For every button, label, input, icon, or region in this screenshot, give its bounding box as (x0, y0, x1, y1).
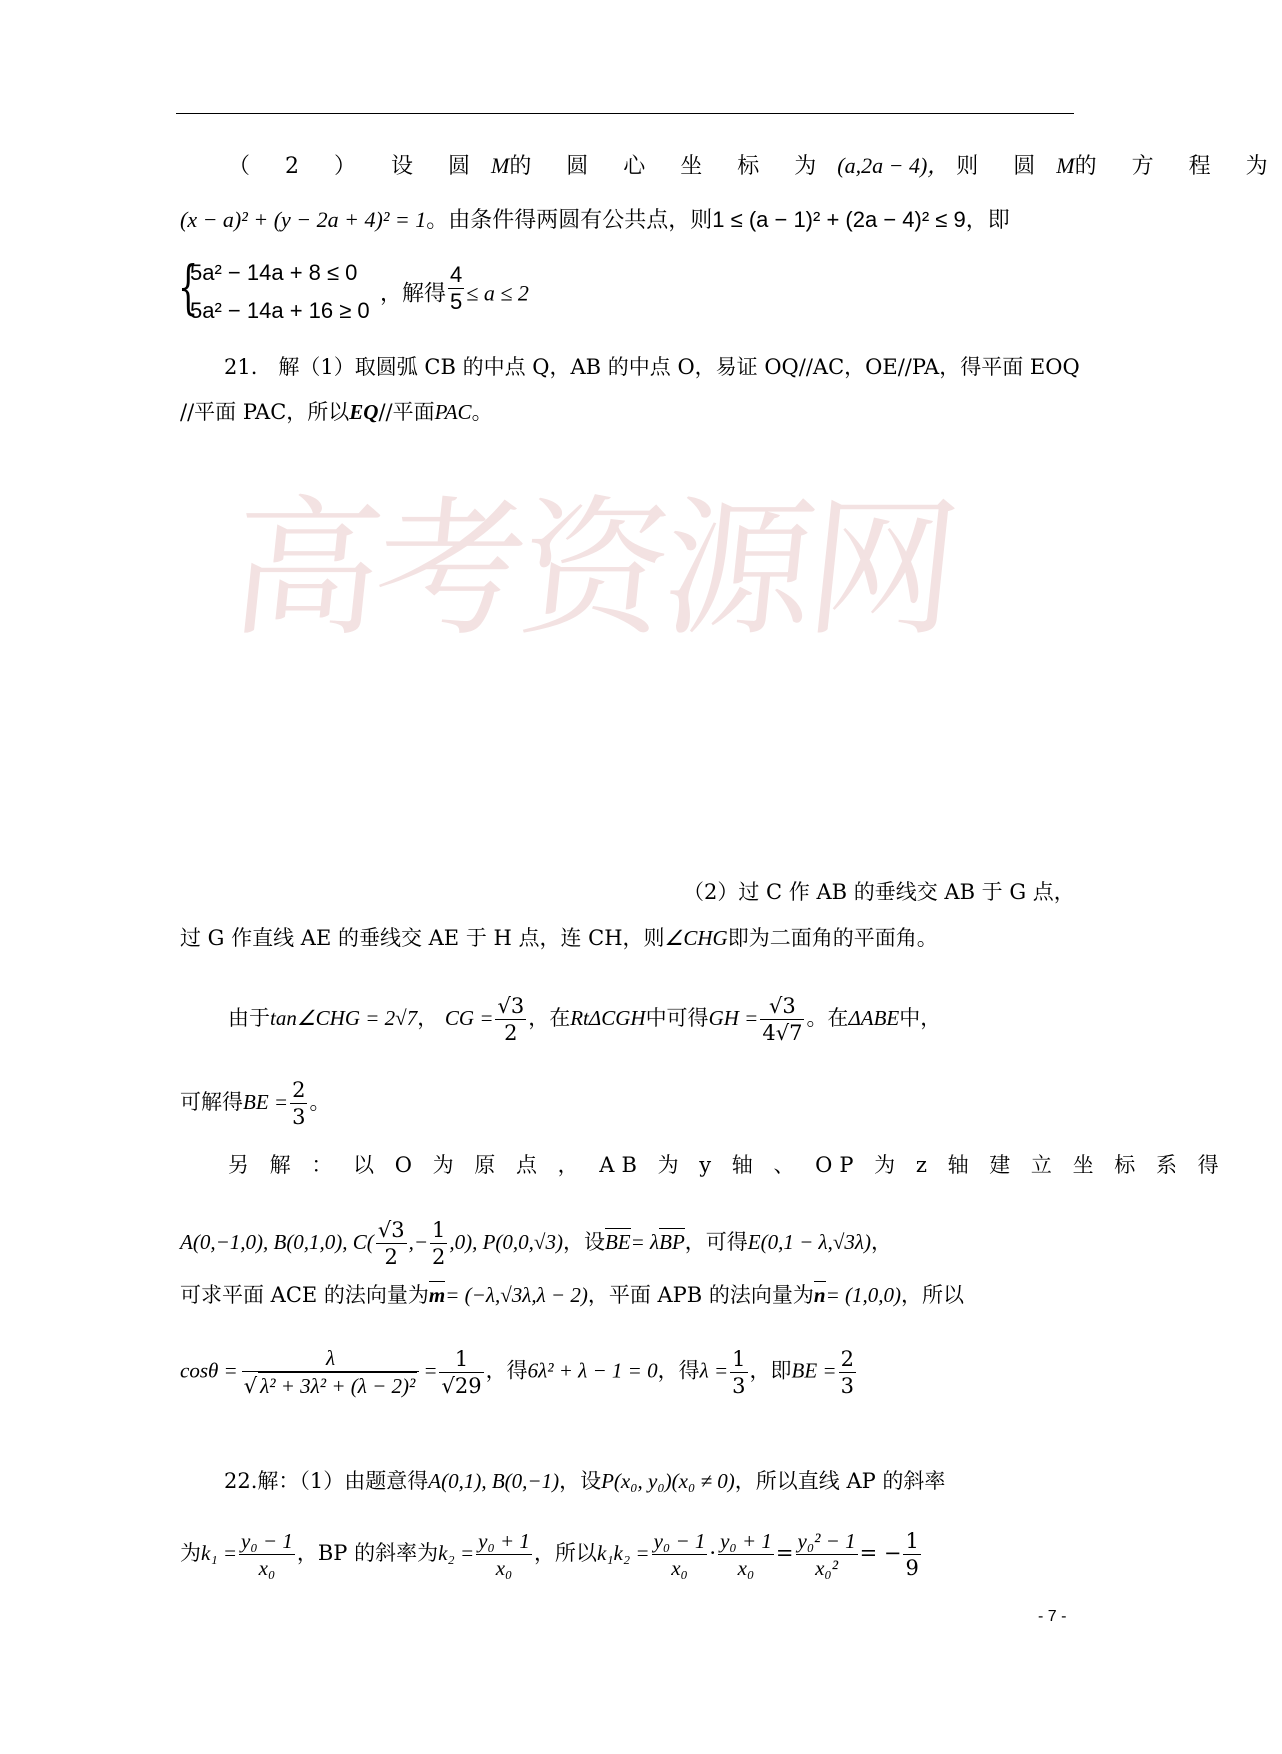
p21-text: 。在 (806, 1006, 849, 1030)
vector-BP: BP (659, 1227, 685, 1257)
fraction (718, 1528, 774, 1581)
fraction-denominator: 2 (431, 1245, 446, 1269)
vector-m: m (429, 1280, 445, 1310)
p21-line-2 (180, 397, 493, 427)
math-point-P: P(x₀, y₀)(x₀ ≠ 0) (601, 1469, 735, 1493)
p21-part2-line-2 (180, 923, 938, 953)
p22-line-1 (224, 1466, 945, 1496)
math-coords: ,0), P(0,0,√3) (449, 1230, 563, 1254)
p21-text: 。 (471, 400, 493, 424)
fraction-numerator: 2 (292, 1078, 306, 1102)
fraction-denominator: 9 (905, 1556, 919, 1580)
fraction-numerator: 1 (439, 1346, 483, 1373)
math-cos: cosθ = (180, 1358, 238, 1383)
fraction-denominator: x₀ (671, 1556, 688, 1580)
p21-text: ，在 (528, 1006, 571, 1030)
p22-text: 为 (180, 1541, 201, 1565)
p21-coords-line (180, 1217, 892, 1270)
p21-text: ，设 (562, 1230, 605, 1254)
math-k2: k₂ = (438, 1541, 475, 1565)
math-range: ≤ a ≤ 2 (466, 280, 529, 306)
p20-text: 则 圆 (956, 154, 1050, 179)
p21-text: ， (871, 1230, 892, 1254)
p21-line-1: 21. 解（1）取圆弧 CB 的中点 Q，AB 的中点 O，易证 OQ//AC，OE//PA，得平面 EOQ (224, 355, 1080, 379)
fraction (476, 1528, 532, 1581)
math-quadratic: 6λ² + λ − 1 = 0 (527, 1358, 658, 1383)
fraction-denominator: 5 (450, 289, 463, 314)
math-M: M (490, 153, 510, 178)
p21-alt-line (228, 1150, 1226, 1180)
math-eq: = − (859, 1541, 902, 1565)
p21-part2-line-1: （2）过 C 作 AB 的垂线交 AB 于 G 点， (683, 880, 1075, 904)
vector-n: n (814, 1280, 826, 1310)
p21-text: ，得 (657, 1358, 700, 1383)
fraction-numerator: √3 (377, 1218, 405, 1242)
fraction-numerator: 4 (450, 262, 463, 287)
p21-text: 过 G 作直线 AE 的垂线交 AE 于 H 点，连 CH，则 (180, 926, 665, 950)
fraction-numerator: λ (242, 1345, 420, 1372)
fraction-denominator: 2 (504, 1021, 518, 1045)
math-dot: · (709, 1541, 717, 1565)
watermark: 高考资源网 (222, 483, 962, 657)
fraction (495, 993, 526, 1046)
fraction (448, 262, 464, 315)
fraction (430, 1217, 447, 1270)
p21-text: //平面 PAC，所以 (180, 400, 350, 424)
fraction-denominator: x₀² (815, 1556, 838, 1580)
p21-text: ，平面 APB 的法向量为 (587, 1283, 814, 1307)
fraction (796, 1528, 858, 1581)
p21-text: ，得 (485, 1358, 528, 1383)
p20-line-2 (180, 205, 1010, 236)
fraction (730, 1346, 747, 1399)
fraction (290, 1077, 307, 1130)
system-eq-2: 5a² − 14a + 16 ≥ 0 (190, 298, 370, 323)
fraction-denominator: x₀ (495, 1556, 513, 1580)
p21-be-line (180, 1077, 330, 1130)
fraction (242, 1345, 420, 1399)
math-normal-n: = (1,0,0) (825, 1283, 902, 1307)
fraction-denominator: 3 (292, 1105, 306, 1129)
math-eq: = (775, 1541, 794, 1565)
fraction (439, 1346, 483, 1399)
math-M: M (1056, 153, 1075, 178)
p20-solution (380, 262, 529, 315)
math-coords: A(0,−1,0), B(0,1,0), C( (180, 1230, 374, 1254)
p21-text: ，所以 (901, 1283, 965, 1307)
math-lambda: = λ (630, 1230, 660, 1254)
math-E: E(0,1 − λ,√3λ) (747, 1230, 871, 1254)
p20-text: ，解得 (380, 281, 447, 307)
fraction-numerator: y₀ − 1 (653, 1529, 706, 1553)
p22-text: 22.解：（1）由题意得 (224, 1469, 429, 1493)
math-coords: ,− (408, 1230, 428, 1254)
p21-text: 即为二面角的平面角。 (727, 926, 938, 950)
p21-text: 另 解 ： 以 O 为 原 点 ， AB 为 y 轴 、 OP 为 z 轴 建 立 坐 标 系 得 (228, 1153, 1226, 1177)
fraction-denominator: x₀ (737, 1556, 755, 1580)
page-number: - 7 - (1038, 1608, 1067, 1625)
p21-text: 。 (309, 1090, 331, 1114)
p21-tan-line (228, 993, 941, 1046)
math-BE: BE = (791, 1358, 837, 1383)
fraction (239, 1528, 295, 1581)
fraction-numerator: 1 (732, 1346, 746, 1371)
fraction (903, 1528, 920, 1581)
fraction-denominator: √29 (441, 1373, 482, 1398)
header-rule (176, 113, 1074, 114)
math-BE: BE = (243, 1090, 289, 1114)
p21-cos-line (180, 1345, 858, 1399)
math-k1: k₁ = (201, 1541, 238, 1565)
system-eq-1: 5a² − 14a + 8 ≤ 0 (190, 260, 358, 285)
math-inequality: 1 ≤ (a − 1)² + (2a − 4)² ≤ 9 (712, 207, 966, 232)
fraction (760, 993, 804, 1046)
math-eq: = (423, 1358, 438, 1383)
p20-text: ，即 (965, 208, 1010, 233)
p22-text: ，BP 的斜率为 (296, 1541, 439, 1565)
fraction-denominator: 4√7 (762, 1021, 803, 1045)
math-normal-m: = (−λ,√3λ,λ − 2) (445, 1283, 588, 1307)
fraction-denominator: 3 (732, 1373, 746, 1398)
fraction-numerator: √3 (760, 993, 804, 1020)
fraction-denominator: 2 (384, 1245, 398, 1269)
fraction (839, 1346, 856, 1399)
p21-text: 可求平面 ACE 的法向量为 (180, 1283, 429, 1307)
math-CG: CG = (444, 1006, 494, 1030)
fraction-numerator: 1 (431, 1218, 446, 1242)
math-angle: ∠CHG (664, 926, 728, 950)
math-triangle: RtΔCGH (570, 1006, 646, 1030)
p20-text: 。由条件得两圆有公共点，则 (426, 208, 713, 233)
p20-text: 的 方 程 为 (1074, 154, 1282, 179)
p20-text: 的 圆 心 坐 标 为 (509, 154, 831, 179)
p21-text: ，即 (749, 1358, 792, 1383)
math-tan: tan∠CHG = 2√7 (270, 1006, 418, 1030)
math-triangle-ABE: ΔABE (848, 1006, 900, 1030)
p21-text: ， (417, 1006, 439, 1030)
p22-text: ，所以 (533, 1541, 597, 1565)
fraction-numerator: y₀ + 1 (478, 1529, 530, 1553)
p20-text: （ 2 ） 设 圆 (228, 154, 484, 179)
p21-text: 可解得 (180, 1090, 243, 1114)
system-brace: { (178, 253, 199, 321)
vector-BE: BE (605, 1227, 631, 1257)
fraction-numerator: y₀² − 1 (797, 1529, 856, 1553)
p21-text: 由于 (228, 1006, 270, 1030)
p20-line-1 (228, 151, 1282, 182)
p21-text: //平面 (378, 400, 435, 424)
math-k1k2: k₁k₂ = (596, 1541, 650, 1565)
fraction-numerator: 2 (840, 1346, 854, 1371)
fraction-denominator: √ λ² + 3λ² + (λ − 2)² (243, 1374, 416, 1398)
p21-text: ，可得 (684, 1230, 748, 1254)
fraction (652, 1528, 708, 1581)
fraction-numerator: 1 (905, 1529, 919, 1553)
p21-text: 中可得 (645, 1006, 709, 1030)
p21-text: 中， (899, 1006, 942, 1030)
fraction-numerator: y₀ + 1 (720, 1529, 772, 1553)
p21-normal-line (180, 1280, 964, 1310)
math-circle-eq: (x − a)² + (y − 2a + 4)² = 1 (180, 207, 427, 232)
fraction-numerator: √3 (497, 994, 525, 1018)
math-EQ: EQ (349, 400, 379, 424)
fraction-numerator: y₀ − 1 (241, 1529, 293, 1553)
p22-text: ，所以直线 AP 的斜率 (734, 1469, 946, 1493)
fraction-denominator: 3 (840, 1373, 854, 1398)
math-PAC: PAC (434, 400, 472, 424)
math-center: (a,2a − 4)， (837, 153, 950, 178)
sqrt-radicand: λ² + 3λ² + (λ − 2)² (260, 1374, 416, 1398)
fraction-denominator: x₀ (258, 1556, 276, 1580)
p22-line-2 (180, 1528, 923, 1581)
math-lambda: λ = (699, 1358, 729, 1383)
p22-text: ，设 (559, 1469, 602, 1493)
math-points-AB: A(0,1), B(0,−1) (428, 1469, 560, 1493)
math-GH: GH = (708, 1006, 759, 1030)
fraction (376, 1217, 407, 1270)
